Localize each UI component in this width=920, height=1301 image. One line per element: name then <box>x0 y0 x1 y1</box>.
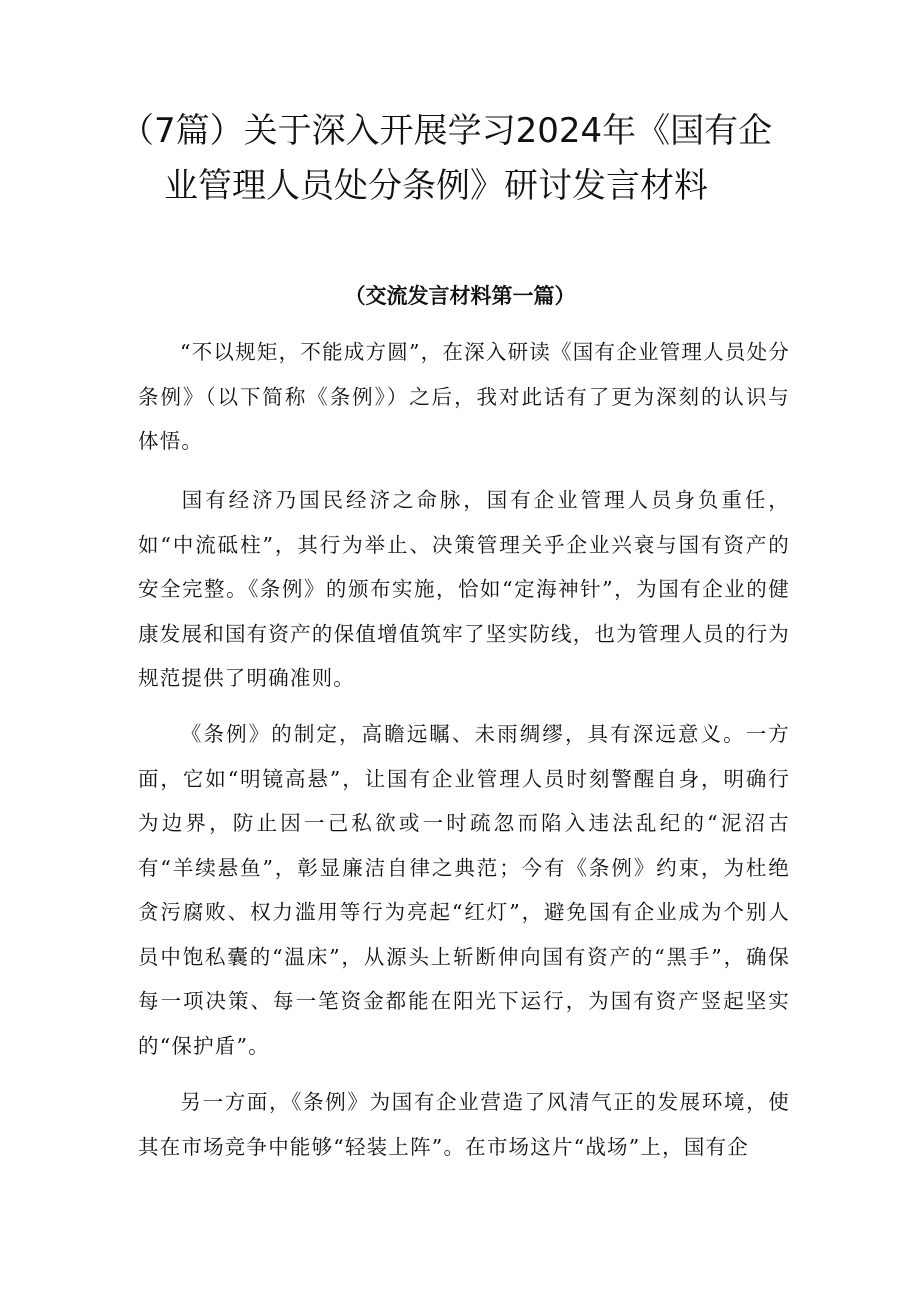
paragraph-1-text: “不以规矩，不能成方圆”，在深入研读《国有企业管理人员处分条例》（以下简称《条例》）之后，我对此话有了更为深刻的认识与体悟。 <box>138 340 790 453</box>
paragraph-3-text: 《条例》的制定，高瞻远瞩、未雨绸缪，具有深远意义。一方面，它如“明镜高悬”，让国有企业管理人员时刻警醒自身，明确行为边界，防止因一己私欲或一时疏忽而陷入违法乱纪的“泥沼古有“羊续悬鱼”，彰显廉洁自律之典范；今有《条例》约束，为杜绝贪污腐败、权力滥用等行为亮起“红灯”，避免国有企业成为个别人员中饱私囊的“温床”，从源头上斩断伸向国有资产的“黑手”，确保每一项决策、每一笔资金都能在阳光下运行，为国有资产竖起坚实的“保护盾”。 <box>138 722 790 1058</box>
paragraph-2 <box>138 478 790 701</box>
paragraph-4 <box>138 1080 790 1169</box>
document-title-line-2: 业管理人员处分条例》研讨发言材料 <box>164 166 708 206</box>
document-title-line-1: （7篇）关于深入开展学习2024年《国有企 <box>120 111 773 151</box>
paragraph-1 <box>138 330 790 464</box>
section-heading: （交流发言材料第一篇） <box>344 284 576 308</box>
document-title <box>120 104 820 214</box>
paragraph-2-text: 国有经济乃国民经济之命脉，国有企业管理人员身负重任，如“中流砥柱”，其行为举止、决策管理关乎企业兴衰与国有资产的安全完整。《条例》的颁布实施，恰如“定海神针”，为国有企业的健康发展和国有资产的保值增值筑牢了坚实防线，也为管理人员的行为规范提供了明确准则。 <box>138 488 790 690</box>
paragraph-4-text: 另一方面，《条例》为国有企业营造了风清气正的发展环境，使其在市场竞争中能够“轻装上阵”。在市场这片“战场”上，国有企 <box>138 1090 790 1159</box>
paragraph-3 <box>138 712 790 1068</box>
